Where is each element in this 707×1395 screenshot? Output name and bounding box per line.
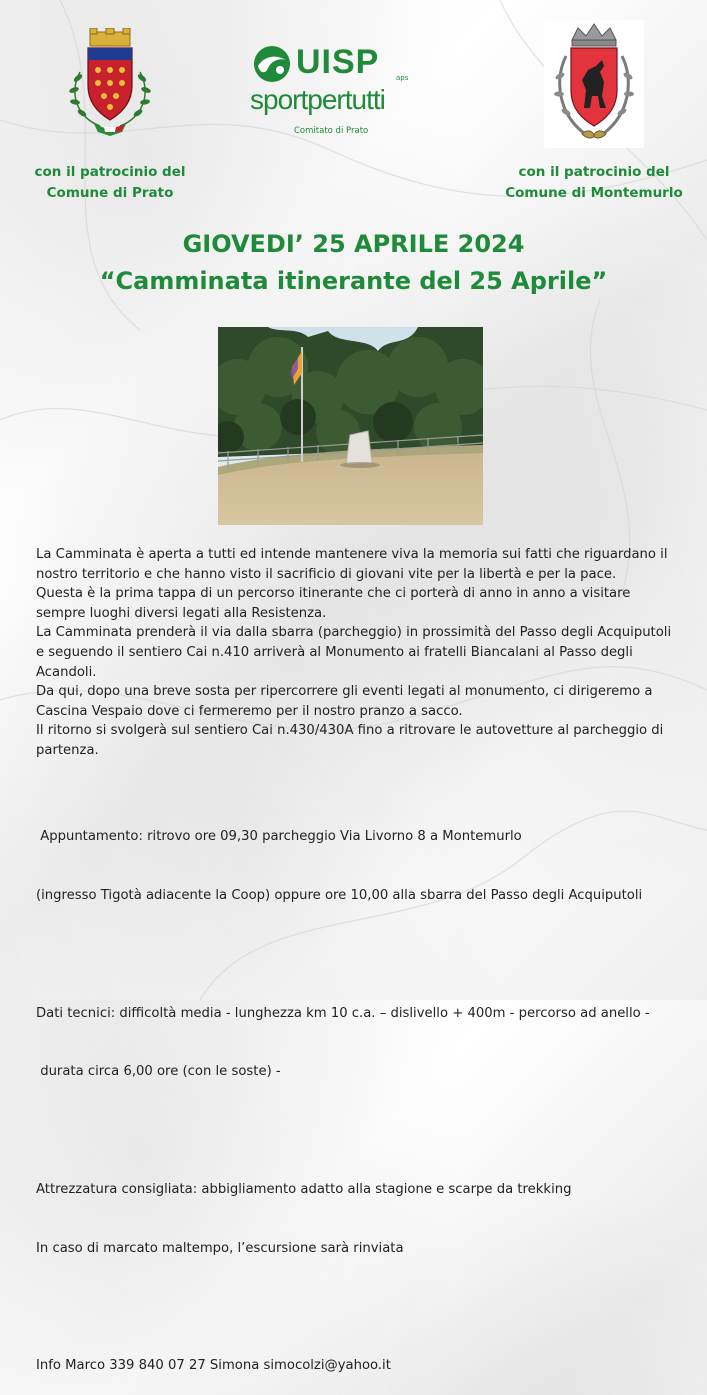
event-description	[36, 545, 676, 761]
weather-notice: In caso di marcato maltempo, l’escursione sarà rinviata	[36, 1240, 404, 1256]
monument-photo	[218, 327, 483, 525]
patron-left-line1: con il patrocinio del	[34, 164, 186, 180]
patron-right	[496, 162, 692, 204]
patron-left	[20, 162, 200, 204]
equipment-line: Attrezzatura consigliata: abbigliamento adatto alla stagione e scarpe da trekking	[36, 1181, 572, 1197]
event-details	[36, 788, 676, 1395]
description-paragraph: Questa è la prima tappa di un percorso itinerante che ci porterà di anno in anno a visitare sempre luoghi diversi legati alla Resistenza.	[36, 586, 631, 621]
technical-line: durata circa 6,00 ore (con le soste) -	[36, 1064, 281, 1080]
description-paragraph: La Camminata è aperta a tutti ed intende mantenere viva la memoria sui fatti che riguardano il nostro territorio e che hanno visto il sacrificio di giovani vite per la libertà e per la pace.	[36, 547, 668, 582]
event-date-title: GIOVEDI’ 25 APRILE 2024	[182, 230, 525, 258]
prato-crest	[60, 28, 160, 138]
technical-line: Dati tecnici: difficoltà media - lunghezza km 10 c.a. – dislivello + 400m - percorso ad anello -	[36, 1005, 650, 1021]
uisp-logo	[246, 44, 416, 144]
appointment-line: (ingresso Tigotà adiacente la Coop) oppure ore 10,00 alla sbarra del Passo degli Acquiputoli	[36, 887, 643, 903]
description-paragraph: Il ritorno si svolgerà sul sentiero Cai n.430/430A fino a ritrovare le autovetture al parcheggio di partenza.	[36, 723, 664, 758]
uisp-aps-label: aps	[396, 74, 409, 82]
description-paragraph: La Camminata prenderà il via dalla sbarra (parcheggio) in prossimità del Passo degli Acquiputoli e seguendo il sentiero Cai n.410 arriverà al Monumento ai fratelli Biancalani al Passo degli Acandoli.	[36, 625, 672, 680]
uisp-tagline: sportpertutti	[250, 84, 385, 115]
event-name-title: “Camminata itinerante del 25 Aprile”	[99, 267, 608, 295]
patron-right-line1: con il patrocinio del	[518, 164, 670, 180]
uisp-committee: Comitato di Prato	[294, 126, 369, 136]
appointment-line: Appuntamento: ritrovo ore 09,30 parcheggio Via Livorno 8 a Montemurlo	[36, 829, 522, 845]
description-paragraph: Da qui, dopo una breve sosta per ripercorrere gli eventi legati al monumento, ci dirigeremo a Cascina Vespaio dove ci fermeremo per il nostro pranzo a sacco.	[36, 684, 653, 719]
contact-info: Info Marco 339 840 07 27 Simona simocolzi@yahoo.it	[36, 1358, 391, 1374]
montemurlo-crest	[544, 20, 644, 148]
uisp-wordmark: UISP	[296, 43, 380, 81]
crown-icon	[90, 28, 130, 46]
patron-left-line2: Comune di Prato	[46, 185, 174, 201]
crown-icon	[572, 24, 616, 46]
patron-right-line2: Comune di Montemurlo	[505, 185, 683, 201]
uisp-emblem-icon	[250, 44, 296, 84]
